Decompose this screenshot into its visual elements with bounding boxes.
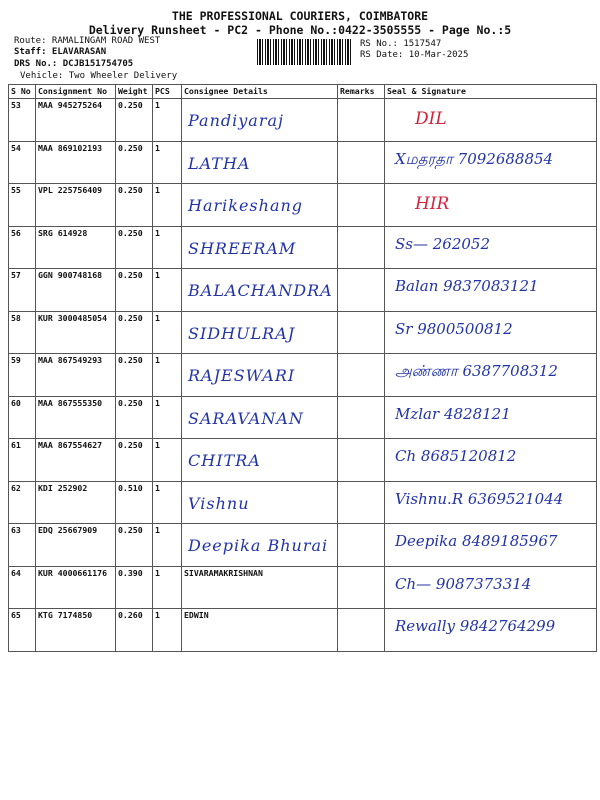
consignee-handwritten: Harikeshang (188, 196, 304, 215)
consignee-handwritten: Deepika Bhurai (188, 536, 329, 555)
signature-handwritten: Ch— 9087373314 (395, 574, 532, 593)
signature-cell (385, 141, 597, 184)
consignee-name: SIVARAMAKRISHNAN (184, 567, 263, 578)
pcs-value: 1 (153, 439, 182, 482)
consignee-cell (182, 226, 338, 269)
table-row (9, 481, 597, 524)
table-row (9, 311, 597, 354)
signature-handwritten: Ss— 262052 (395, 234, 491, 253)
remarks-cell (338, 439, 385, 482)
consignee-cell (182, 184, 338, 227)
consignment-number: MAA 867549293 (36, 354, 116, 397)
signature-handwritten: HIR (415, 194, 450, 214)
signature-cell (385, 354, 597, 397)
weight-value: 0.250 (116, 269, 153, 312)
signature-cell (385, 481, 597, 524)
remarks-cell (338, 311, 385, 354)
table-row (9, 439, 597, 482)
consignee-handwritten: LATHA (188, 153, 251, 173)
serial-number: 61 (9, 439, 36, 482)
signature-cell (385, 396, 597, 439)
consignment-number: SRG 614928 (36, 226, 116, 269)
remarks-cell (338, 99, 385, 142)
table-row (9, 226, 597, 269)
remarks-cell (338, 269, 385, 312)
weight-value: 0.250 (116, 524, 153, 567)
consignee-cell (182, 524, 338, 567)
col-header-weight: Weight (116, 85, 153, 99)
serial-number: 60 (9, 396, 36, 439)
consignee-cell (182, 354, 338, 397)
consignee-cell (182, 269, 338, 312)
weight-value: 0.250 (116, 396, 153, 439)
consignee-cell (182, 481, 338, 524)
runsheet-subtitle: Delivery Runsheet - PC2 - Phone No.:0422-3505555 - Page No.:5 (88, 23, 512, 37)
serial-number: 62 (9, 481, 36, 524)
table-row (9, 354, 597, 397)
signature-cell (385, 311, 597, 354)
signature-handwritten: Mzlar 4828121 (395, 404, 511, 423)
signature-cell (385, 566, 597, 609)
consignee-handwritten: BALACHANDRA (188, 281, 333, 300)
pcs-value: 1 (153, 566, 182, 609)
signature-handwritten: Rewally 9842764299 (395, 617, 556, 635)
rs-number: RS No.: 1517547 (360, 39, 442, 49)
serial-number: 54 (9, 141, 36, 184)
consignee-handwritten: Pandiyaraj (188, 111, 284, 130)
signature-handwritten: Deepika 8489185967 (395, 532, 558, 550)
pcs-value: 1 (153, 141, 182, 184)
serial-number: 57 (9, 269, 36, 312)
pcs-value: 1 (153, 99, 182, 142)
signature-cell (385, 184, 597, 227)
pcs-value: 1 (153, 481, 182, 524)
consignee-cell (182, 439, 338, 482)
consignment-number: GGN 900748168 (36, 269, 116, 312)
remarks-cell (338, 481, 385, 524)
signature-handwritten: DIL (415, 109, 447, 129)
weight-value: 0.250 (116, 354, 153, 397)
serial-number: 59 (9, 354, 36, 397)
runsheet-table (8, 84, 597, 652)
pcs-value: 1 (153, 524, 182, 567)
consignee-handwritten: SHREERAM (188, 238, 297, 258)
signature-cell (385, 226, 597, 269)
remarks-cell (338, 226, 385, 269)
col-header-sno: S No (9, 85, 36, 99)
remarks-cell (338, 354, 385, 397)
consignment-number: VPL 225756409 (36, 184, 116, 227)
table-row (9, 184, 597, 227)
serial-number: 58 (9, 311, 36, 354)
serial-number: 55 (9, 184, 36, 227)
staff-label: Staff: ELAVARASAN (14, 47, 107, 57)
serial-number: 65 (9, 609, 36, 652)
consignee-cell (182, 99, 338, 142)
consignment-number: KDI 252902 (36, 481, 116, 524)
remarks-cell (338, 141, 385, 184)
weight-value: 0.250 (116, 439, 153, 482)
table-row (9, 396, 597, 439)
weight-value: 0.250 (116, 226, 153, 269)
col-header-signature: Seal & Signature (385, 85, 597, 99)
pcs-value: 1 (153, 311, 182, 354)
consignee-handwritten: RAJESWARI (188, 366, 296, 385)
remarks-cell (338, 566, 385, 609)
serial-number: 63 (9, 524, 36, 567)
signature-handwritten: Ch 8685120812 (395, 447, 517, 465)
vehicle-label: Vehicle: Two Wheeler Delivery (20, 71, 178, 81)
weight-value: 0.250 (116, 141, 153, 184)
consignee-handwritten: SARAVANAN (188, 408, 304, 428)
pcs-value: 1 (153, 226, 182, 269)
remarks-cell (338, 396, 385, 439)
consignee-cell (182, 566, 338, 609)
pcs-value: 1 (153, 354, 182, 397)
company-title: THE PROFESSIONAL COURIERS, COIMBATORE (171, 9, 429, 23)
signature-cell (385, 99, 597, 142)
col-header-consignee: Consignee Details (182, 85, 338, 99)
signature-handwritten: Sr 9800500812 (395, 319, 513, 338)
table-row (9, 99, 597, 142)
table-row (9, 566, 597, 609)
remarks-cell (338, 524, 385, 567)
consignment-number: KTG 7174850 (36, 609, 116, 652)
consignee-name: EDWIN (184, 610, 209, 620)
consignment-number: MAA 867555350 (36, 396, 116, 439)
consignee-cell (182, 141, 338, 184)
consignment-number: KUR 3000485054 (36, 311, 116, 354)
signature-handwritten: அண்ணா 6387708312 (395, 362, 558, 380)
col-header-remarks: Remarks (338, 85, 385, 99)
weight-value: 0.390 (116, 566, 153, 609)
consignment-number: KUR 4000661176 (36, 566, 116, 609)
signature-cell (385, 524, 597, 567)
weight-value: 0.250 (116, 184, 153, 227)
barcode-image (257, 39, 352, 65)
col-header-consignment: Consignment No (36, 85, 116, 99)
signature-cell (385, 269, 597, 312)
consignee-cell (182, 609, 338, 652)
rs-date: RS Date: 10-Mar-2025 (360, 50, 469, 60)
weight-value: 0.510 (116, 481, 153, 524)
weight-value: 0.250 (116, 311, 153, 354)
table-row (9, 609, 597, 652)
pcs-value: 1 (153, 269, 182, 312)
consignee-handwritten: CHITRA (188, 451, 261, 470)
route-label: Route: RAMALINGAM ROAD WEST (14, 36, 161, 46)
pcs-value: 1 (153, 184, 182, 227)
table-row (9, 269, 597, 312)
serial-number: 64 (9, 566, 36, 609)
signature-handwritten: Balan 9837083121 (395, 277, 539, 295)
consignee-cell (182, 396, 338, 439)
col-header-pcs: PCS (153, 85, 182, 99)
consignment-number: MAA 867554627 (36, 439, 116, 482)
serial-number: 53 (9, 99, 36, 142)
consignment-number: MAA 869102193 (36, 141, 116, 184)
consignee-cell (182, 311, 338, 354)
table-row (9, 141, 597, 184)
remarks-cell (338, 184, 385, 227)
serial-number: 56 (9, 226, 36, 269)
table-header-row (9, 85, 597, 99)
signature-cell (385, 609, 597, 652)
signature-cell (385, 439, 597, 482)
remarks-cell (338, 609, 385, 652)
table-row (9, 524, 597, 567)
weight-value: 0.250 (116, 99, 153, 142)
consignment-number: MAA 945275264 (36, 99, 116, 142)
signature-handwritten: Xமதரதா 7092688854 (395, 149, 554, 168)
consignee-handwritten: Vishnu (188, 493, 250, 513)
consignment-number: EDQ 25667909 (36, 524, 116, 567)
signature-handwritten: Vishnu.R 6369521044 (395, 489, 564, 508)
drs-number: DRS No.: DCJB151754705 (14, 59, 134, 69)
pcs-value: 1 (153, 396, 182, 439)
consignee-handwritten: SIDHULRAJ (188, 323, 296, 343)
weight-value: 0.260 (116, 609, 153, 652)
pcs-value: 1 (153, 609, 182, 652)
